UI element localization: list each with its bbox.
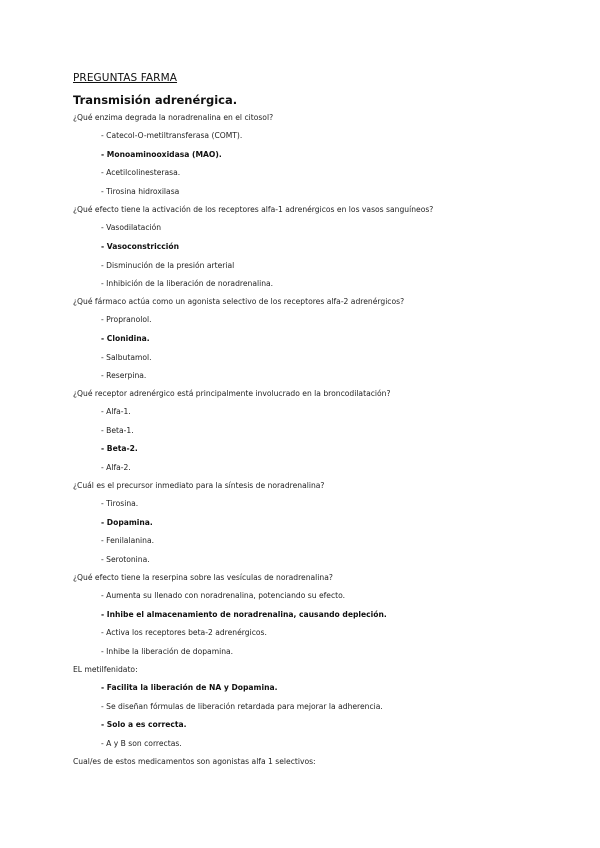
answer-option: - Fenilalanina. — [101, 536, 155, 545]
answer-option-correct: - Dopamina. — [101, 518, 153, 527]
question-text: ¿Qué efecto tiene la reserpina sobre las vesículas de noradrenalina? — [73, 573, 333, 582]
question-text: EL metilfenidato: — [73, 665, 138, 674]
answer-option-correct: - Solo a es correcta. — [101, 720, 187, 729]
answer-option: - Salbutamol. — [101, 353, 152, 362]
answer-option: - Inhibición de la liberación de noradrenalina. — [101, 279, 274, 288]
question-text: Cual/es de estos medicamentos son agonistas alfa 1 selectivos: — [73, 757, 316, 766]
answer-option: - Acetilcolinesterasa. — [101, 168, 181, 177]
section-heading: Transmisión adrenérgica. — [73, 93, 238, 107]
answer-option: - Catecol-O-metiltransferasa (COMT). — [101, 131, 243, 140]
question-text: ¿Qué efecto tiene la activación de los receptores alfa-1 adrenérgicos en los vasos sanguíneos? — [73, 205, 434, 214]
question-text: ¿Qué fármaco actúa como un agonista selectivo de los receptores alfa-2 adrenérgicos? — [73, 297, 405, 306]
answer-option: - Vasodilatación — [101, 223, 162, 232]
answer-option: - Tirosina hidroxilasa — [101, 187, 180, 196]
question-text: ¿Cuál es el precursor inmediato para la síntesis de noradrenalina? — [73, 481, 325, 490]
answer-option: - Alfa-1. — [101, 407, 131, 416]
answer-option-correct: - Clonidina. — [101, 334, 150, 343]
question-text: ¿Qué enzima degrada la noradrenalina en el citosol? — [73, 113, 274, 122]
answer-option-correct: - Monoaminooxidasa (MAO). — [101, 150, 222, 159]
answer-option: - Inhibe la liberación de dopamina. — [101, 647, 234, 656]
answer-option: - Reserpina. — [101, 371, 147, 380]
document-title: PREGUNTAS FARMA — [73, 72, 178, 84]
answer-option: - Aumenta su llenado con noradrenalina, potenciando su efecto. — [101, 591, 346, 600]
answer-option: - Propranolol. — [101, 315, 152, 324]
answer-option: - Activa los receptores beta-2 adrenérgicos. — [101, 628, 267, 637]
answer-option: - A y B son correctas. — [101, 739, 182, 748]
answer-option: - Beta-1. — [101, 426, 134, 435]
answer-option-correct: - Inhibe el almacenamiento de noradrenalina, causando depleción. — [101, 610, 387, 619]
answer-option: - Tirosina. — [101, 499, 139, 508]
question-text: ¿Qué receptor adrenérgico está principalmente involucrado en la broncodilatación? — [73, 389, 391, 398]
answer-option-correct: - Beta-2. — [101, 444, 138, 453]
answer-option: - Se diseñan fórmulas de liberación retardada para mejorar la adherencia. — [101, 702, 383, 711]
answer-option: - Serotonina. — [101, 555, 150, 564]
answer-option: - Disminución de la presión arterial — [101, 261, 235, 270]
answer-option-correct: - Facilita la liberación de NA y Dopamina. — [101, 683, 278, 692]
answer-option: - Alfa-2. — [101, 463, 131, 472]
answer-option-correct: - Vasoconstricción — [101, 242, 179, 251]
